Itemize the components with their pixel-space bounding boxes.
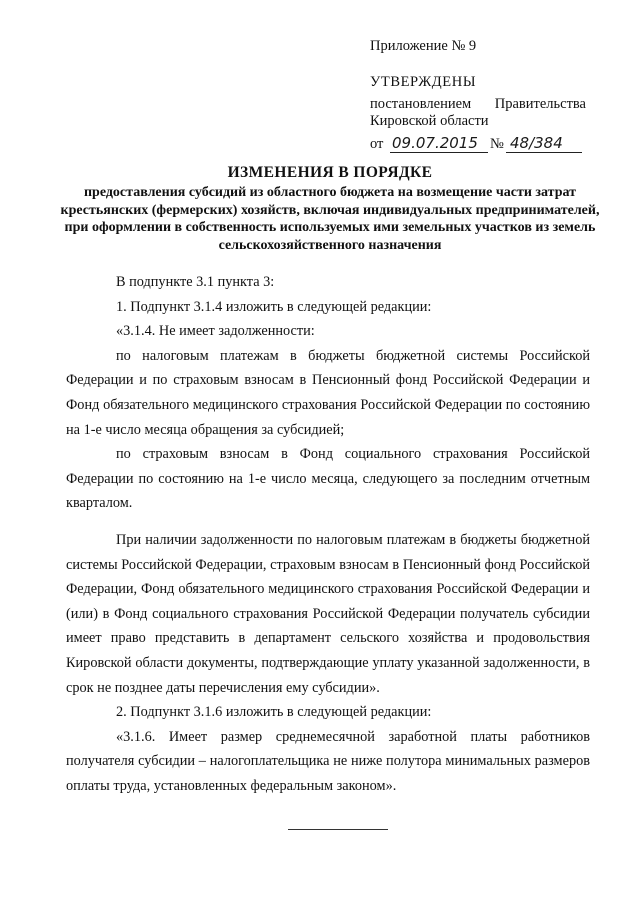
appendix-label: Приложение № 9 xyxy=(370,38,477,54)
region-name: Кировской области xyxy=(370,113,489,129)
paragraph: В подпункте 3.1 пункта 3: xyxy=(116,274,275,290)
number-underline xyxy=(506,152,582,153)
end-divider xyxy=(288,829,388,830)
paragraph: 2. Подпункт 3.1.6 изложить в следующей редакции: xyxy=(116,704,432,721)
paragraph: «3.1.4. Не имеет задолженности: xyxy=(116,323,315,340)
decree-reference xyxy=(370,96,586,130)
document-subtitle: предоставления субсидий из областного бюджета на возмещение части затрат крестьянских (фермерских) хозяйств, включая индивидуальных предпринимателей, при оформлении в собственность используемых ими земельных участков из земель сельскохозяйственного назначения xyxy=(60,185,600,253)
government-word: Правительства xyxy=(494,96,586,112)
paragraph: 1. Подпункт 3.1.4 изложить в следующей редакции: xyxy=(116,298,432,315)
decree-word: постановлением xyxy=(370,96,472,112)
approved-label: УТВЕРЖДЕНЫ xyxy=(370,74,477,90)
paragraph: При наличии задолженности по налоговым платежам в бюджеты бюджетной системы Российской Федерации, страховым взносам в Пенсионный фонд Российской Федерации, Фонд обязательного медицинского страхования Российской Федерации и (или) в Фонд социального страхования Российской Федерации получатель субсидии имеет право представить в департамент сельского хозяйства и продовольствия Кировской области документы, подтверждающие уплату указанной задолженности, в срок не позднее даты перечисления ему субсидии». xyxy=(66,531,590,696)
paragraph: «3.1.6. Имеет размер среднемесячной заработной платы работников получателя субсидии – налогоплательщика не ниже полутора минимальных размеров оплаты труда, установленных федеральным законом». xyxy=(66,728,590,794)
paragraph: по налоговым платежам в бюджеты бюджетной системы Российской Федерации и по страховым взносам в Пенсионный фонд Российской Федерации и Фонд обязательного медицинского страхования Российской Федерации по состоянию на 1-е число месяца обращения за субсидией; xyxy=(66,347,590,438)
number-sign: № xyxy=(490,136,504,152)
paragraph: по страховым взносам в Фонд социального страхования Российской Федерации по состоянию на 1-е число месяца, следующего за последним отчетным кварталом. xyxy=(66,446,590,512)
date-prefix: от xyxy=(370,136,384,152)
decree-date-number xyxy=(370,134,586,154)
handwritten-number: 48/384 xyxy=(510,134,563,152)
date-underline xyxy=(390,152,488,153)
document-body xyxy=(66,270,590,798)
document-title: ИЗМЕНЕНИЯ В ПОРЯДКЕ xyxy=(227,164,433,181)
handwritten-date: 09.07.2015 xyxy=(392,134,478,152)
